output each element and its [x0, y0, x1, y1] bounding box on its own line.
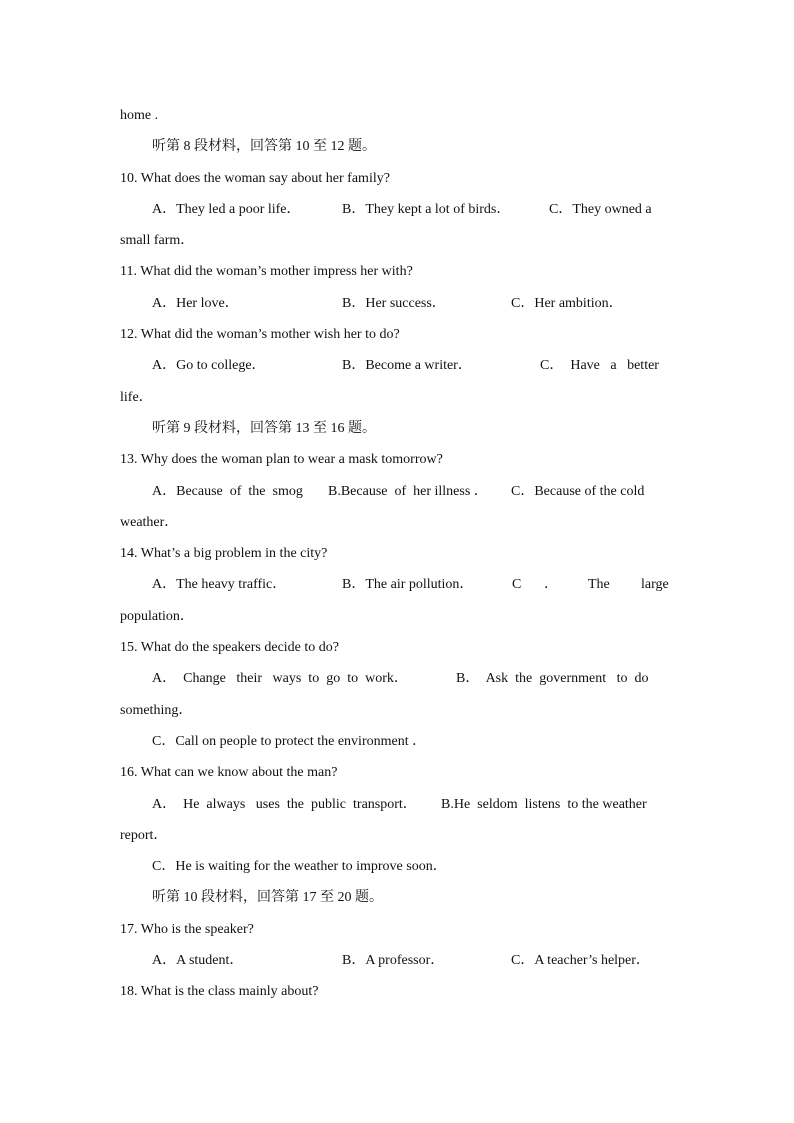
option-c: C．Because of the cold: [511, 483, 645, 499]
option-continuation: report．: [120, 827, 168, 843]
question-16: 16. What can we know about the man?: [120, 765, 338, 781]
question-11: 11. What did the woman’s mother impress her with?: [120, 264, 413, 280]
option-a: A．Go to college．: [152, 358, 266, 374]
option-c: C．They owned a: [549, 201, 652, 217]
section-heading: 听第 10 段材料，回答第 17 至 20 题。: [152, 890, 383, 906]
option-a: A． He always uses the public transport．: [152, 796, 417, 812]
question-14-options: [120, 569, 675, 600]
question-15: 15. What do the speakers decide to do?: [120, 640, 340, 656]
option-c: C． Have a better: [540, 358, 659, 374]
question-10-options: [120, 194, 675, 225]
section-heading: 听第 9 段材料，回答第 13 至 16 题。: [152, 420, 376, 436]
question-18: 18. What is the class mainly about?: [120, 984, 319, 1000]
option-c-dot: ．: [544, 577, 558, 593]
option-a: A．The heavy traffic．: [152, 577, 287, 593]
option-c: C．Her ambition．: [511, 295, 623, 311]
option-continuation: life．: [120, 389, 153, 405]
question-13-options: [120, 476, 675, 507]
question-15-options: [120, 663, 675, 694]
question-11-options: [120, 288, 675, 319]
question-12-options: [120, 350, 675, 381]
question-17-options: [120, 945, 675, 976]
option-b: B．A professor．: [342, 953, 445, 969]
option-c-word: large: [641, 577, 669, 593]
option-continuation: weather．: [120, 514, 179, 530]
option-b: B．Become a writer．: [342, 358, 472, 374]
option-continuation: population．: [120, 608, 194, 624]
option-c: C．A teacher’s helper．: [511, 953, 650, 969]
option-b: B.Because of her illness ．: [328, 483, 488, 499]
option-a: A．They led a poor life．: [152, 201, 301, 217]
option-b: B． Ask the government to do: [456, 671, 649, 687]
section-heading: 听第 8 段材料，回答第 10 至 12 题。: [152, 139, 376, 155]
option-b: B．Her success．: [342, 295, 446, 311]
option-b: B．They kept a lot of birds．: [342, 201, 511, 217]
option-a: A．A student．: [152, 953, 244, 969]
text-line: home .: [120, 108, 159, 123]
question-12: 12. What did the woman’s mother wish her to do?: [120, 327, 400, 343]
option-continuation: something．: [120, 702, 193, 718]
option-b: B．The air pollution．: [342, 577, 474, 593]
option-a: A．Because of the smog: [152, 483, 303, 499]
question-10: 10. What does the woman say about her family?: [120, 170, 390, 186]
option-c: C．He is waiting for the weather to improve soon．: [152, 859, 447, 875]
option-c-word: The: [588, 577, 610, 593]
document-page: [120, 100, 675, 1008]
question-16-options: [120, 789, 675, 820]
question-13: 13. Why does the woman plan to wear a mask tomorrow?: [120, 452, 443, 468]
question-17: 17. Who is the speaker?: [120, 921, 254, 937]
question-14: 14. What’s a big problem in the city?: [120, 546, 328, 562]
option-a: A． Change their ways to go to work．: [152, 671, 408, 687]
option-a: A．Her love．: [152, 295, 239, 311]
option-c: C．Call on people to protect the environment ．: [152, 733, 427, 749]
option-c-letter: C: [512, 577, 522, 593]
option-b: B.He seldom listens to the weather: [441, 796, 647, 812]
option-continuation: small farm．: [120, 233, 195, 249]
